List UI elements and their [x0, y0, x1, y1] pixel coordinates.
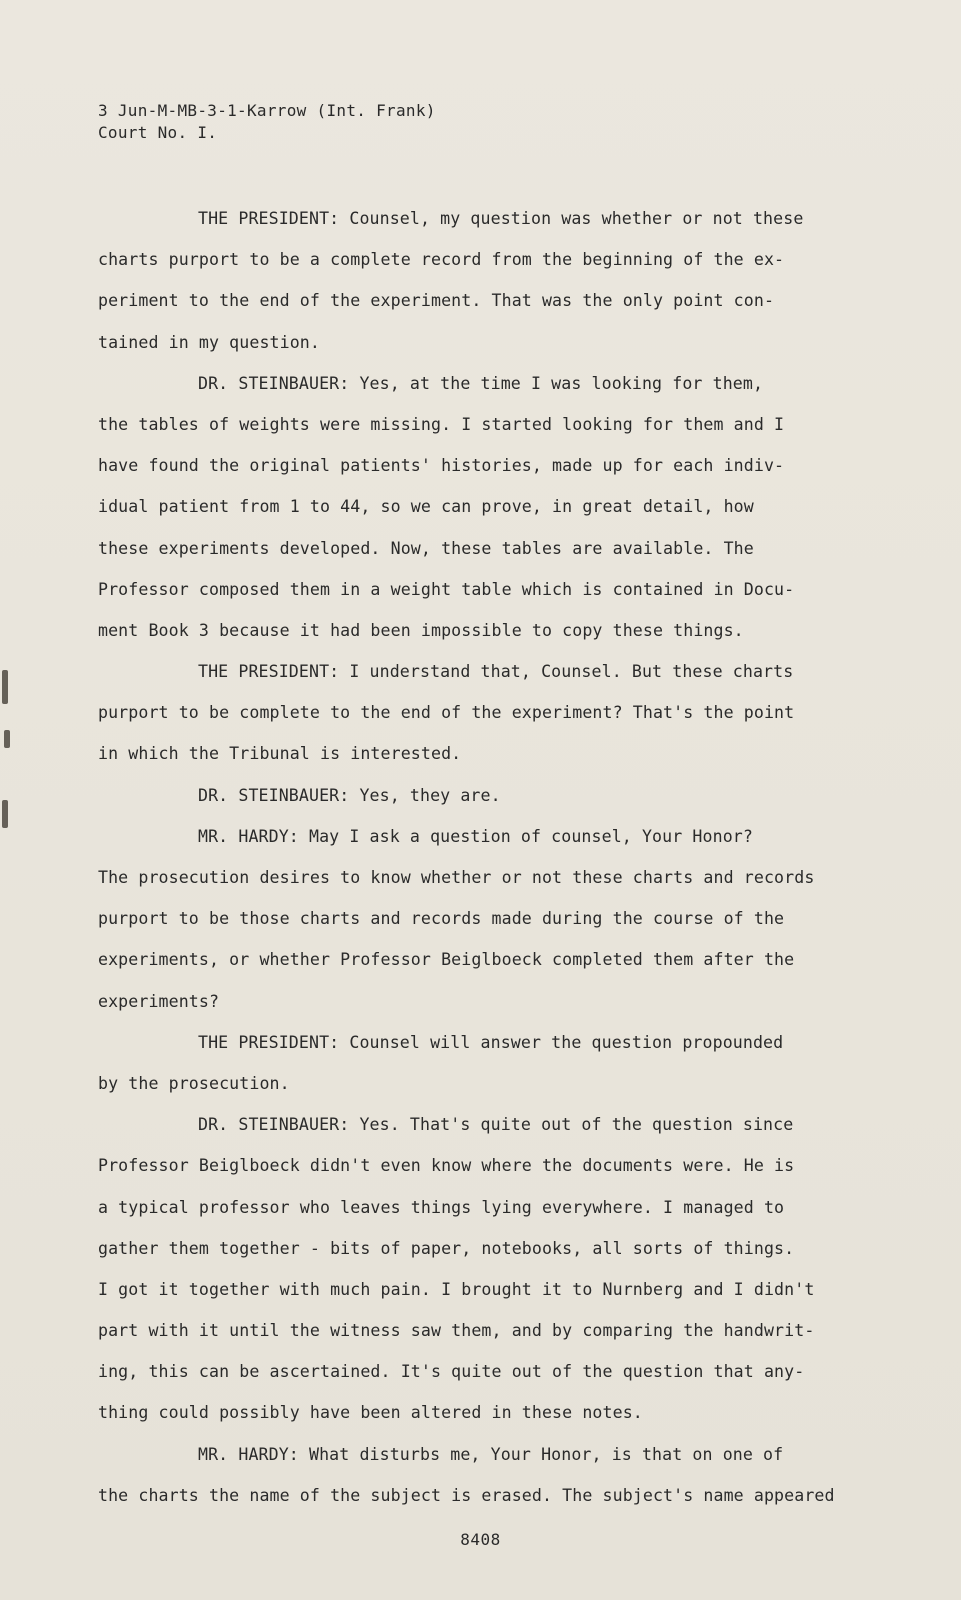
transcript-line: periment to the end of the experiment. That was the only point con-	[98, 291, 775, 311]
transcript-line: MR. HARDY: What disturbs me, Your Honor, is that on one of	[198, 1444, 784, 1464]
header-reference-line: 3 Jun-M-MB-3-1-Karrow (Int. Frank)	[98, 101, 436, 120]
transcript-body	[98, 198, 858, 1516]
transcript-line: The prosecution desires to know whether or not these charts and records	[98, 868, 815, 887]
transcript-line: THE PRESIDENT: I understand that, Counsel. But these charts	[198, 662, 794, 682]
transcript-line: THE PRESIDENT: Counsel will answer the question propounded	[198, 1032, 784, 1052]
transcript-line: charts purport to be a complete record from the beginning of the ex-	[98, 250, 785, 270]
transcript-line: Professor Beiglboeck didn't even know where the documents were. He is	[98, 1156, 795, 1176]
transcript-line: DR. STEINBAUER: Yes, at the time I was looking for them,	[198, 373, 764, 393]
transcript-line: MR. HARDY: May I ask a question of counsel, Your Honor?	[198, 826, 753, 846]
transcript-line: purport to be those charts and records made during the course of the	[98, 909, 785, 929]
transcript-line: purport to be complete to the end of the experiment? That's the point	[98, 703, 795, 723]
page-number: 8408	[460, 1530, 501, 1549]
transcript-line: have found the original patients' histories, made up for each indiv-	[98, 456, 785, 476]
transcript-line: THE PRESIDENT: Counsel, my question was whether or not these	[198, 209, 804, 228]
transcript-line: the tables of weights were missing. I started looking for them and I	[98, 414, 785, 434]
transcript-line: idual patient from 1 to 44, so we can prove, in great detail, how	[98, 497, 754, 517]
transcript-line: ment Book 3 because it had been impossible to copy these things.	[98, 620, 744, 640]
transcript-line: DR. STEINBAUER: Yes, they are.	[198, 785, 501, 805]
transcript-line: ing, this can be ascertained. It's quite out of the question that any-	[98, 1362, 805, 1382]
header-court-line: Court No. I.	[98, 123, 218, 142]
transcript-line: tained in my question.	[98, 332, 320, 352]
transcript-line: in which the Tribunal is interested.	[98, 744, 462, 764]
transcript-line: experiments, or whether Professor Beiglboeck completed them after the	[98, 950, 795, 970]
transcript-line: Professor composed them in a weight table which is contained in Docu-	[98, 579, 795, 599]
transcript-line: DR. STEINBAUER: Yes. That's quite out of the question since	[198, 1115, 794, 1135]
transcript-line: part with it until the witness saw them, and by comparing the handwrit-	[98, 1321, 815, 1341]
transcript-line: gather them together - bits of paper, notebooks, all sorts of things.	[98, 1238, 795, 1258]
transcript-line: by the prosecution.	[98, 1073, 290, 1093]
binding-marks	[0, 560, 12, 880]
transcript-line: thing could possibly have been altered in these notes.	[98, 1403, 643, 1423]
transcript-line: the charts the name of the subject is erased. The subject's name appeared	[98, 1485, 835, 1505]
transcript-line: a typical professor who leaves things lying everywhere. I managed to	[98, 1197, 785, 1217]
transcript-line: experiments?	[98, 991, 220, 1011]
document-header	[98, 100, 798, 144]
transcript-line: these experiments developed. Now, these tables are available. The	[98, 538, 754, 558]
transcript-line: I got it together with much pain. I brought it to Nurnberg and I didn't	[98, 1279, 815, 1299]
